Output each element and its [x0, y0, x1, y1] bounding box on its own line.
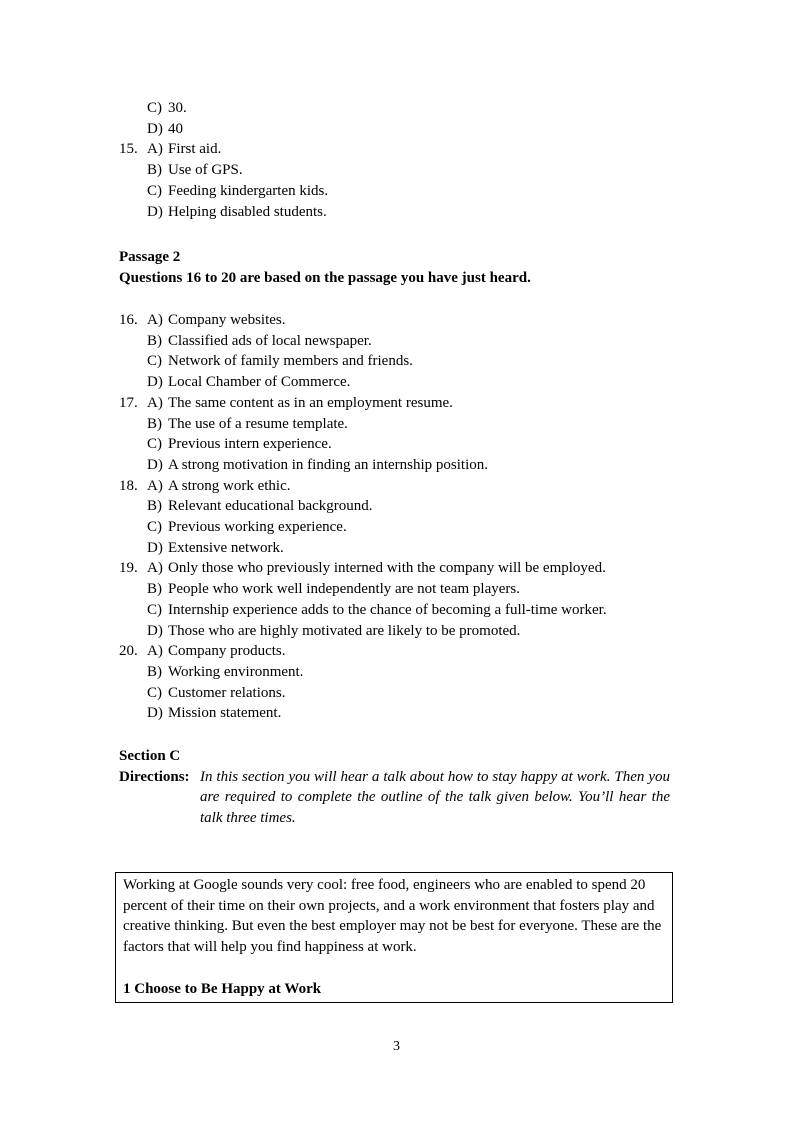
option-label: D): [147, 622, 163, 639]
question-18: [119, 476, 675, 559]
option-text: Working environment.: [168, 663, 304, 680]
option-line: [147, 538, 675, 559]
option-label: A): [147, 477, 163, 494]
option-label: C): [147, 100, 162, 116]
option-line: [147, 600, 675, 621]
section-c-heading: Section C: [119, 748, 181, 764]
option-line: [147, 641, 675, 662]
option-line: [147, 372, 675, 393]
question-number: 16.: [119, 312, 138, 328]
option-text: Feeding kindergarten kids.: [168, 182, 329, 199]
question-number: 18.: [119, 477, 138, 494]
outline-paragraph: Working at Google sounds very cool: free food, engineers who are enabled to spend 20 percent of their time on their own projects, and a work environment that fosters play and creative thinking. But even the best employer may not be best for everyone. These are the factors that will help you find happiness at work.: [123, 877, 662, 956]
option-label: D): [147, 539, 163, 556]
option-line: [147, 160, 675, 181]
option-label: C): [147, 182, 162, 199]
option-text: Use of GPS.: [168, 162, 243, 179]
option-text: Relevant educational background.: [168, 498, 373, 515]
option-line: [147, 558, 675, 579]
option-label: A): [147, 312, 163, 328]
question-20: [119, 641, 675, 724]
option-line: [147, 434, 675, 455]
option-text: Classified ads of local newspaper.: [168, 332, 372, 349]
option-text: Local Chamber of Commerce.: [168, 374, 351, 391]
question-options: [147, 558, 675, 641]
option-line: [147, 331, 675, 352]
passage-heading: Passage 2: [119, 249, 181, 265]
option-label: A): [147, 643, 163, 660]
question-17: [119, 393, 675, 476]
outline-heading: 1 Choose to Be Happy at Work: [123, 980, 322, 997]
question-number: 20.: [119, 643, 138, 660]
questions-16-20: [119, 310, 675, 724]
option-label: C): [147, 601, 162, 618]
passage-2-header: [119, 247, 675, 288]
option-text: People who work well independently are not team players.: [168, 581, 520, 598]
option-line: [147, 496, 675, 517]
question-number: 17.: [119, 394, 138, 411]
option-text: Internship experience adds to the chance of becoming a full-time worker.: [168, 601, 607, 618]
directions-label: Directions:: [119, 768, 190, 785]
option-line: [147, 455, 675, 476]
option-text: Previous intern experience.: [168, 436, 332, 453]
option-text: Helping disabled students.: [168, 203, 327, 220]
option-label: D): [147, 456, 163, 473]
question-19: [119, 558, 675, 641]
option-line: [147, 393, 675, 414]
question-number: 15.: [119, 141, 138, 158]
option-text: Company products.: [168, 643, 286, 660]
option-label: B): [147, 415, 162, 432]
question-16: [119, 310, 675, 393]
option-text: Those who are highly motivated are likely to be promoted.: [168, 622, 521, 639]
option-text: First aid.: [168, 141, 222, 158]
option-label: B): [147, 162, 162, 179]
option-line: [147, 351, 675, 372]
question-options: [147, 476, 675, 559]
option-text: Mission statement.: [168, 705, 282, 722]
option-label: C): [147, 519, 162, 536]
option-label: D): [147, 203, 163, 220]
option-line: [147, 476, 675, 497]
question-options: [147, 310, 675, 393]
option-line: [147, 703, 675, 724]
question-options: [147, 139, 675, 222]
option-line: [147, 181, 675, 202]
option-line: [147, 414, 675, 435]
option-label: A): [147, 560, 163, 577]
option-text: Company websites.: [168, 312, 286, 328]
option-text: The use of a resume template.: [168, 415, 348, 432]
option-label: B): [147, 663, 162, 680]
option-line: [147, 621, 675, 642]
option-line: [147, 517, 675, 538]
option-label: C): [147, 353, 162, 370]
directions-text: In this section you will hear a talk about how to stay happy at work. Then you are required to complete the outline of the talk given below. You’ll hear the talk three times.: [200, 768, 670, 827]
question-number: 19.: [119, 560, 138, 577]
option-line: [147, 683, 675, 704]
option-line: [147, 139, 675, 160]
option-label: C): [147, 684, 162, 701]
option-line: [147, 119, 675, 140]
option-line: [147, 98, 675, 119]
option-line: [147, 579, 675, 600]
option-text: 30.: [168, 100, 187, 116]
option-label: B): [147, 581, 162, 598]
option-text: 40: [168, 120, 183, 137]
option-text: Network of family members and friends.: [168, 353, 413, 370]
option-text: Only those who previously interned with the company will be employed.: [168, 560, 606, 577]
option-text: A strong motivation in finding an internship position.: [168, 456, 488, 473]
passage-instruction: Questions 16 to 20 are based on the passage you have just heard.: [119, 269, 531, 286]
option-label: C): [147, 436, 162, 453]
option-text: The same content as in an employment resume.: [168, 394, 453, 411]
option-text: Customer relations.: [168, 684, 286, 701]
option-line: [147, 662, 675, 683]
directions: [119, 767, 675, 829]
option-label: A): [147, 394, 163, 411]
question-block-15: [119, 98, 675, 222]
option-label: D): [147, 374, 163, 391]
option-line: [147, 202, 675, 223]
page-number: 3: [393, 1039, 400, 1054]
option-line: [147, 310, 675, 331]
section-c: [119, 746, 675, 829]
question-options: [147, 393, 675, 476]
option-label: D): [147, 705, 163, 722]
option-text: Previous working experience.: [168, 519, 347, 536]
option-label: A): [147, 141, 163, 158]
question-options: [147, 641, 675, 724]
outline-box: [115, 872, 673, 1003]
option-text: A strong work ethic.: [168, 477, 291, 494]
option-label: D): [147, 120, 163, 137]
option-label: B): [147, 498, 162, 515]
option-text: Extensive network.: [168, 539, 284, 556]
option-label: B): [147, 332, 162, 349]
question-15: [119, 139, 675, 222]
